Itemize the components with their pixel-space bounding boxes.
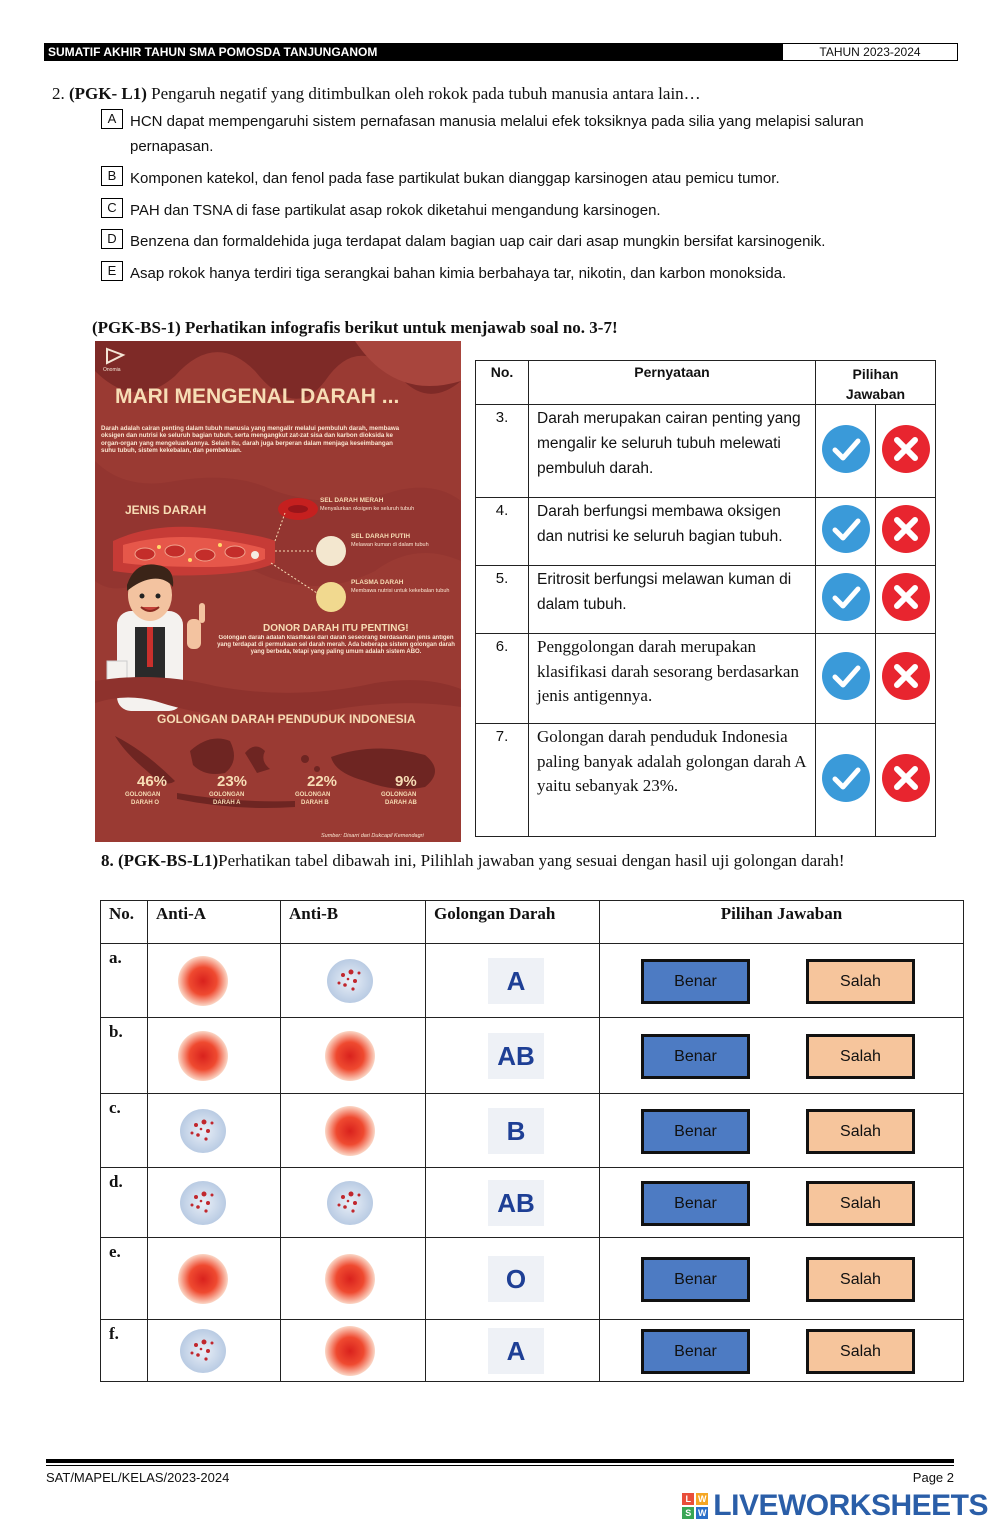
stat-label2-o: DARAH O: [131, 800, 159, 806]
anti-a-cell: [148, 1018, 281, 1094]
pilihan-cell: [600, 944, 964, 1018]
pilihan-cell: [600, 1238, 964, 1320]
jenis-desc-2: Melawan kuman di dalam tubuh: [351, 542, 429, 548]
stat-pct-o: 46%: [137, 773, 168, 790]
info-intro: Darah adalah cairan penting dalam tubuh manusia yang mengalir melalui pembuluh darah, membawa oksigen dan nutrisi ke seluruh bagian tubuh, serta mengangkut zat-zat sisa dan karbon dioksida ke organ-organ yang mengeluarkannya. Selain itu, darah juga berperan dalam menjaga keseimbangan suhu tubuh, sistem kekebalan, dan pembekuan.: [101, 425, 400, 455]
info-source: Sumber: Disarri dari Dukcapil Kemendagri: [321, 833, 424, 839]
anti-b-cell: [281, 944, 426, 1018]
salah-button[interactable]: Salah: [806, 1181, 915, 1226]
blood-table-row: [101, 944, 964, 1018]
golongan-cell: [426, 1168, 600, 1238]
anti-b-cell: [281, 1320, 426, 1382]
jenis-desc-1: Menyalurkan oksigen ke seluruh tubuh: [320, 506, 415, 512]
statements-table: [475, 360, 936, 837]
th-pernyataan: Pernyataan: [529, 361, 816, 405]
th-pilihan-2: Jawaban: [845, 386, 906, 402]
page-header: [44, 43, 958, 61]
cross-icon[interactable]: [882, 425, 930, 473]
check-icon[interactable]: [822, 425, 870, 473]
th-pilihan-1: Pilihan: [852, 366, 899, 382]
option-text-d: Benzena dan formaldehida juga terdapat dalam bagian uap cair dari asap mungkin bersifat karsinogenik.: [130, 233, 826, 250]
benar-button[interactable]: Benar: [641, 1181, 750, 1226]
smooth-sample-image: [317, 1028, 383, 1084]
q8-code: 8. (PGK-BS-L1): [101, 851, 219, 870]
statements-header-row: [476, 361, 936, 405]
cell-cross: [876, 566, 936, 634]
option-text-e: Asap rokok hanya terdiri tiga serangkai bahan kimia berbahaya tar, nikotin, dan karbon monoksida.: [130, 265, 787, 282]
smooth-sample-image: [170, 1251, 236, 1307]
salah-button[interactable]: Salah: [806, 1109, 915, 1154]
option-text-c: PAH dan TSNA di fase partikulat asap rokok diketahui mengandung karsinogen.: [130, 202, 661, 219]
header-year: TAHUN 2023-2024: [782, 43, 958, 61]
option-checkbox-d[interactable]: D: [101, 229, 123, 249]
blood-type-table: [100, 900, 964, 1382]
question-8: [101, 848, 951, 874]
anti-a-cell: [148, 1320, 281, 1382]
blood-table-row: [101, 1094, 964, 1168]
info-donor-text: Golongan darah adalah klasifikasi dari darah seseorang berdasarkan jenis antigen yang terdapat di permukaan sel darah merah. Ada beberapa sistem golongan darah yang berbeda, tetapi yang paling umum adalah sistem ABO.: [217, 635, 455, 656]
footer-rule-thick: [46, 1459, 954, 1463]
stat-label1-o: GOLONGAN: [125, 792, 161, 798]
cell-check: [816, 724, 876, 837]
cell-check: [816, 498, 876, 566]
blood-table-row: [101, 1018, 964, 1094]
golongan-cell: [426, 1094, 600, 1168]
info-jenis-title: JENIS DARAH: [125, 503, 207, 517]
footer-code: SAT/MAPEL/KELAS/2023-2024: [46, 1470, 230, 1485]
statement-row: [476, 724, 936, 837]
blood-type-label: A: [488, 1328, 544, 1374]
statement-text: Darah berfungsi membawa oksigen dan nutrisi ke seluruh bagian tubuh.: [529, 498, 816, 566]
blood-table-row: [101, 1168, 964, 1238]
blood-type-label: A: [488, 958, 544, 1004]
row-letter: d.: [101, 1168, 148, 1238]
benar-button[interactable]: Benar: [641, 1034, 750, 1079]
bt-th-golongan: Golongan Darah: [426, 901, 600, 944]
q2-number: 2.: [52, 84, 65, 103]
pilihan-cell: [600, 1018, 964, 1094]
section-bs1-title: (PGK-BS-1) Perhatikan infografis berikut untuk menjawab soal no. 3-7!: [92, 318, 618, 337]
q2-option-b: [101, 166, 941, 191]
statement-no: 4.: [476, 498, 529, 566]
statement-text: Penggolongan darah merupakan klasifikasi darah sesorang berdasarkan jenis antigennya.: [529, 634, 816, 724]
option-text-b: Komponen katekol, dan fenol pada fase partikulat bukan dianggap karsinogen atau pemicu tumor.: [130, 170, 780, 187]
pilihan-cell: [600, 1320, 964, 1382]
check-icon[interactable]: [822, 573, 870, 621]
q2-option-c: [101, 198, 941, 223]
cell-check: [816, 405, 876, 498]
statement-row: [476, 634, 936, 724]
stat-label2-b: DARAH B: [301, 800, 329, 806]
anti-a-cell: [148, 1094, 281, 1168]
q2-option-a: [101, 109, 941, 159]
option-text-a: HCN dapat mempengaruhi sistem pernafasan manusia melalui efek toksiknya pada silia yang melapisi saluran pernapasan.: [130, 113, 864, 155]
statement-no: 5.: [476, 566, 529, 634]
cell-cross: [876, 405, 936, 498]
statement-no: 7.: [476, 724, 529, 837]
info-donor-title: DONOR DARAH ITU PENTING!: [263, 623, 409, 634]
statement-no: 6.: [476, 634, 529, 724]
cell-cross: [876, 498, 936, 566]
blood-table-header-row: [101, 901, 964, 944]
bt-th-no: No.: [101, 901, 148, 944]
bt-th-pilihan: Pilihan Jawaban: [600, 901, 964, 944]
option-checkbox-c[interactable]: C: [101, 198, 123, 218]
statement-row: [476, 405, 936, 498]
golongan-cell: [426, 1018, 600, 1094]
q2-option-d: [101, 229, 941, 254]
anti-a-cell: [148, 1238, 281, 1320]
agglutinated-sample-image: [170, 1175, 236, 1231]
salah-button[interactable]: Salah: [806, 959, 915, 1004]
infographic-blood: [95, 341, 461, 842]
benar-button[interactable]: Benar: [641, 1329, 750, 1374]
blood-type-label: O: [488, 1256, 544, 1302]
golongan-cell: [426, 944, 600, 1018]
info-brand: Onomia: [103, 367, 121, 373]
cell-cross: [876, 634, 936, 724]
option-checkbox-b[interactable]: B: [101, 166, 123, 186]
q2-code: (PGK- L1): [69, 84, 147, 103]
agglutinated-sample-image: [317, 1175, 383, 1231]
cross-icon[interactable]: [882, 573, 930, 621]
pilihan-cell: [600, 1094, 964, 1168]
jenis-name-1: SEL DARAH MERAH: [320, 497, 384, 504]
blood-type-label: AB: [488, 1033, 544, 1079]
smooth-sample-image: [170, 953, 236, 1009]
smooth-sample-image: [317, 1251, 383, 1307]
option-checkbox-e[interactable]: E: [101, 261, 123, 281]
smooth-sample-image: [170, 1028, 236, 1084]
blood-type-label: B: [488, 1108, 544, 1154]
benar-button[interactable]: Benar: [641, 1257, 750, 1302]
check-icon[interactable]: [822, 505, 870, 553]
jenis-desc-3: Membawa nutrisi untuk kekebalan tubuh: [351, 588, 450, 594]
q8-text: Perhatikan tabel dibawah ini, Pilihlah jawaban yang sesuai dengan hasil uji golongan darah!: [218, 851, 845, 870]
blood-type-label: AB: [488, 1180, 544, 1226]
jenis-name-2: SEL DARAH PUTIH: [351, 533, 411, 540]
cross-icon[interactable]: [882, 505, 930, 553]
stat-pct-a: 23%: [217, 773, 248, 790]
benar-button[interactable]: Benar: [641, 959, 750, 1004]
anti-a-cell: [148, 944, 281, 1018]
smooth-sample-image: [317, 1323, 383, 1379]
row-letter: c.: [101, 1094, 148, 1168]
blood-table-row: [101, 1320, 964, 1382]
anti-b-cell: [281, 1168, 426, 1238]
row-letter: f.: [101, 1320, 148, 1382]
stat-pct-b: 22%: [307, 773, 338, 790]
anti-b-cell: [281, 1094, 426, 1168]
bt-th-anti-a: Anti-A: [148, 901, 281, 944]
row-letter: e.: [101, 1238, 148, 1320]
anti-b-cell: [281, 1238, 426, 1320]
cell-cross: [876, 724, 936, 837]
stat-pct-ab: 9%: [395, 773, 417, 790]
footer-rule-thin: [46, 1465, 954, 1466]
agglutinated-sample-image: [317, 953, 383, 1009]
th-pilihan: [816, 361, 936, 405]
check-icon[interactable]: [822, 754, 870, 802]
question-2: [52, 84, 701, 104]
agglutinated-sample-image: [170, 1323, 236, 1379]
smooth-sample-image: [317, 1103, 383, 1159]
stat-label2-ab: DARAH AB: [385, 800, 417, 806]
check-icon[interactable]: [822, 652, 870, 700]
header-school: SUMATIF AKHIR TAHUN SMA POMOSDA TANJUNGANOM: [44, 43, 782, 61]
salah-button[interactable]: Salah: [806, 1257, 915, 1302]
anti-a-cell: [148, 1168, 281, 1238]
benar-button[interactable]: Benar: [641, 1109, 750, 1154]
statement-no: 3.: [476, 405, 529, 498]
cross-icon[interactable]: [882, 754, 930, 802]
cell-check: [816, 566, 876, 634]
info-title: MARI MENGENAL DARAH ...: [115, 385, 400, 408]
statement-text: Eritrosit berfungsi melawan kuman di dalam tubuh.: [529, 566, 816, 634]
stat-label1-a: GOLONGAN: [209, 792, 245, 798]
jenis-name-3: PLASMA DARAH: [351, 579, 404, 586]
row-letter: b.: [101, 1018, 148, 1094]
th-no: No.: [476, 361, 529, 405]
statement-text: Darah merupakan cairan penting yang mengalir ke seluruh tubuh melewati pembuluh darah.: [529, 405, 816, 498]
liveworksheets-brand[interactable]: [682, 1489, 988, 1523]
statement-row: [476, 498, 936, 566]
golongan-cell: [426, 1238, 600, 1320]
stat-label2-a: DARAH A: [213, 800, 241, 806]
cell-check: [816, 634, 876, 724]
option-checkbox-a[interactable]: A: [101, 109, 123, 129]
agglutinated-sample-image: [170, 1103, 236, 1159]
anti-b-cell: [281, 1018, 426, 1094]
row-letter: a.: [101, 944, 148, 1018]
stat-label1-ab: GOLONGAN: [381, 792, 417, 798]
salah-button[interactable]: Salah: [806, 1034, 915, 1079]
liveworksheets-logo-icon: L W S W: [682, 1493, 708, 1519]
statement-text: Golongan darah penduduk Indonesia paling banyak adalah golongan darah A yaitu sebanyak 23%.: [529, 724, 816, 837]
pilihan-cell: [600, 1168, 964, 1238]
q2-text: Pengaruh negatif yang ditimbulkan oleh rokok pada tubuh manusia antara lain…: [151, 84, 701, 103]
info-golongan-title: GOLONGAN DARAH PENDUDUK INDONESIA: [157, 712, 416, 726]
liveworksheets-text: LIVEWORKSHEETS: [713, 1489, 988, 1522]
q2-option-e: [101, 261, 941, 286]
golongan-cell: [426, 1320, 600, 1382]
bt-th-anti-b: Anti-B: [281, 901, 426, 944]
cross-icon[interactable]: [882, 652, 930, 700]
footer-page: Page 2: [912, 1470, 954, 1485]
blood-table-row: [101, 1238, 964, 1320]
statement-row: [476, 566, 936, 634]
stat-label1-b: GOLONGAN: [295, 792, 331, 798]
salah-button[interactable]: Salah: [806, 1329, 915, 1374]
